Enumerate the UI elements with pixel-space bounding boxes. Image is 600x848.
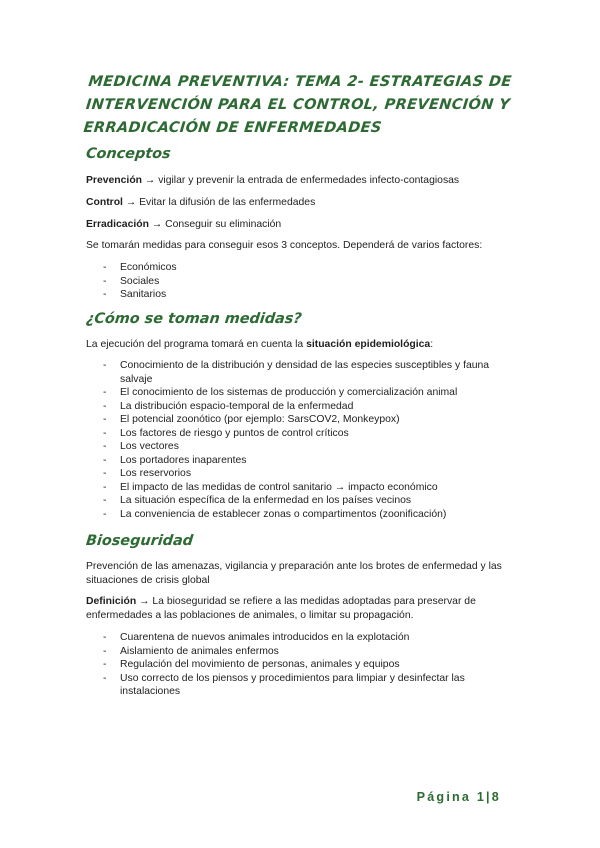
page-label: Página [416,790,472,804]
list-item: - Los portadores inaparentes [103,454,247,466]
list-item: - Los reservorios [103,468,192,479]
term-erradicacion: Erradicación [86,219,149,230]
list-item: - Cuarentena de nuevos animales introducidos en la explotación [103,632,410,643]
medidas-list [86,359,516,521]
page-current: 1 [476,790,487,804]
paragraph-erradicacion [86,218,516,232]
paragraph-prevencion [86,174,516,188]
list-item: - Sociales [103,275,160,287]
term-control: Control [86,197,123,208]
text-control: → Evitar la difusión de las enfermedades [122,197,316,208]
list-item: - Los factores de riesgo y puntos de control críticos [103,427,349,439]
text-prevencion: → vigilar y prevenir la entrada de enfermedades infecto-contagiosas [142,175,460,186]
paragraph-control [86,196,516,210]
paragraph-definicion: Definición → La bioseguridad se refiere a las medidas adoptadas para preservar de enfermedades a las poblaciones de animales, o limitar su propagación. [86,596,476,621]
document-title: MEDICINA PREVENTIVA: TEMA 2- ESTRATEGIAS DE INTERVENCIÓN PARA EL CONTROL, PREVENCIÓN Y ERRADICACIÓN DE ENFERMEDADES [82,73,513,136]
heading-conceptos: Conceptos [85,146,172,162]
list-item: - La situación específica de la enfermedad en los países vecinos [103,495,412,506]
list-item: - La conveniencia de establecer zonas o compartimentos (zoonificación) [103,508,447,520]
list-item: - Uso correcto de los piensos y procedimientos para limpiar y desinfectar las instalaciones [103,672,465,697]
bioseguridad-list [86,631,516,699]
text-erradicacion: → Conseguir su eliminación [148,219,282,230]
list-item: - Económicos [103,262,177,273]
list-item: - Conocimiento de la distribución y densidad de las especies susceptibles y fauna salvaje [103,360,490,385]
paragraph-bioseguridad-intro: Prevención de las amenazas, vigilancia y preparación ante los brotes de enfermedad y las situaciones de crisis global [86,561,502,586]
heading-medidas: ¿Cómo se toman medidas? [85,311,303,327]
list-item: - El impacto de las medidas de control sanitario → impacto económico [103,481,438,493]
list-item: - Sanitarios [103,289,167,300]
term-situacion-epidemiologica: situación epidemiológica [306,339,431,350]
paragraph-medidas-intro: La ejecución del programa tomará en cuenta la situación epidemiológica: [86,339,434,350]
page-total: 8 [491,790,501,804]
term-prevencion: Prevención [86,175,143,186]
list-item: - El potencial zoonótico (por ejemplo: SarsCOV2, Monkeypox) [103,414,400,425]
page-number-footer: Página 1|8 [416,790,501,804]
heading-bioseguridad: Bioseguridad [85,533,194,549]
paragraph-conceptos-intro: Se tomarán medidas para conseguir esos 3 conceptos. Dependerá de varios factores: [86,240,483,251]
list-item: - Aislamiento de animales enfermos [103,645,279,657]
list-item: - El conocimiento de los sistemas de producción y comercialización animal [103,387,458,398]
factors-list [86,261,516,302]
term-definicion: Definición [86,596,137,607]
list-item: - La distribución espacio-temporal de la enfermedad [103,400,354,412]
list-item: - Los vectores [103,441,179,452]
list-item: - Regulación del movimiento de personas, animales y equipos [103,659,400,670]
